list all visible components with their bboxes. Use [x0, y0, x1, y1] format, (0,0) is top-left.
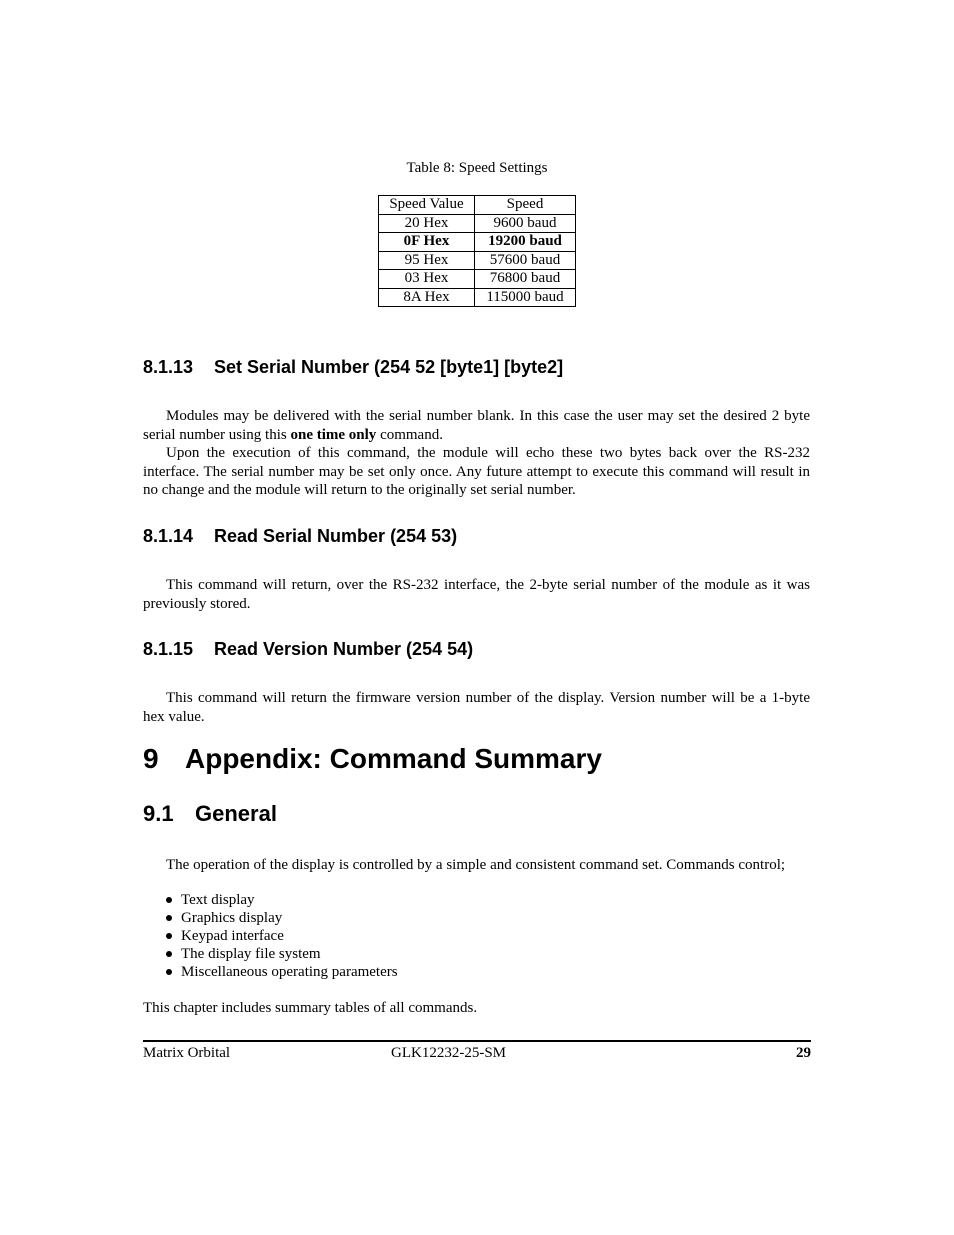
section-number: 9.1	[143, 801, 174, 826]
section-heading-9-1	[143, 801, 277, 827]
section-number: 8.1.14	[143, 526, 194, 546]
paragraph	[143, 407, 810, 444]
footer-divider	[143, 1040, 811, 1042]
footer-doc-id: GLK12232-25-SM	[391, 1045, 506, 1061]
section-closing-9-1	[143, 999, 810, 1018]
list-item-text: Text display	[181, 892, 255, 908]
text: command.	[376, 426, 443, 443]
section-heading-8-1-13	[143, 357, 563, 378]
chapter-heading-9	[143, 743, 602, 775]
list-item	[166, 945, 398, 963]
emphasis-text: one time only	[290, 426, 377, 443]
bullet-icon	[166, 897, 172, 903]
section-intro-9-1	[143, 856, 810, 875]
section-body-8-1-13	[143, 407, 810, 500]
section-body-8-1-15	[143, 689, 810, 726]
list-item-text: Miscellaneous operating parameters	[181, 964, 398, 980]
speed-cell: 9600 baud	[475, 214, 576, 233]
paragraph: Upon the execution of this command, the module will echo these two bytes back over the RS-232 interface. The serial number may be set only once. Any future attempt to execute this command will result in no change and the module will return to the originally set serial number.	[143, 445, 810, 498]
speed-settings-table	[378, 195, 576, 307]
list-item	[166, 963, 398, 981]
section-heading-8-1-14	[143, 526, 457, 547]
speed-cell: 76800 baud	[475, 270, 576, 289]
speed-value-cell: 03 Hex	[379, 270, 475, 289]
table-row	[379, 214, 576, 233]
list-item	[166, 927, 398, 945]
speed-value-cell: 8A Hex	[379, 288, 475, 307]
section-title: Read Serial Number (254 53)	[214, 526, 458, 546]
table-header-row	[379, 196, 576, 215]
column-header-speed: Speed	[475, 196, 576, 215]
bullet-icon	[166, 951, 172, 957]
paragraph: The operation of the display is controlled by a simple and consistent command set. Commands control;	[166, 857, 786, 873]
section-title: Set Serial Number (254 52 [byte1] [byte2]	[214, 357, 564, 377]
list-item	[166, 891, 398, 909]
speed-value-cell: 95 Hex	[379, 251, 475, 270]
section-title: Read Version Number (254 54)	[214, 639, 474, 659]
speed-value-cell: 20 Hex	[379, 214, 475, 233]
table-caption: Table 8: Speed Settings	[406, 160, 548, 176]
speed-cell: 115000 baud	[475, 288, 576, 307]
column-header-speed-value: Speed Value	[379, 196, 475, 215]
speed-cell: 57600 baud	[475, 251, 576, 270]
footer-company: Matrix Orbital	[143, 1045, 231, 1061]
list-item-text: Keypad interface	[181, 928, 284, 944]
section-number: 8.1.13	[143, 357, 194, 377]
speed-value-cell: 0F Hex	[379, 233, 475, 252]
section-number: 8.1.15	[143, 639, 194, 659]
bullet-list	[166, 891, 398, 981]
bullet-icon	[166, 933, 172, 939]
list-item-text: The display file system	[181, 946, 321, 962]
section-title: General	[195, 801, 277, 826]
text: Modules may be delivered with the serial number blank. In this case the user may set the desired 2 byte serial number using this	[143, 408, 810, 443]
section-body-8-1-14	[143, 576, 810, 613]
page-number: 29	[796, 1045, 811, 1061]
speed-cell: 19200 baud	[475, 233, 576, 252]
list-item	[166, 909, 398, 927]
bullet-icon	[166, 915, 172, 921]
chapter-number: 9	[143, 743, 159, 774]
paragraph: This command will return, over the RS-232 interface, the 2-byte serial number of the module as it was previously stored.	[143, 577, 810, 612]
table-row	[379, 251, 576, 270]
paragraph: This chapter includes summary tables of all commands.	[143, 1000, 478, 1016]
table-row	[379, 233, 576, 252]
table-row	[379, 270, 576, 289]
bullet-icon	[166, 969, 172, 975]
table-row	[379, 288, 576, 307]
chapter-title: Appendix: Command Summary	[185, 743, 602, 774]
section-heading-8-1-15	[143, 639, 473, 660]
paragraph: This command will return the firmware version number of the display. Version number will be a 1-byte hex value.	[143, 690, 810, 725]
list-item-text: Graphics display	[181, 910, 283, 926]
